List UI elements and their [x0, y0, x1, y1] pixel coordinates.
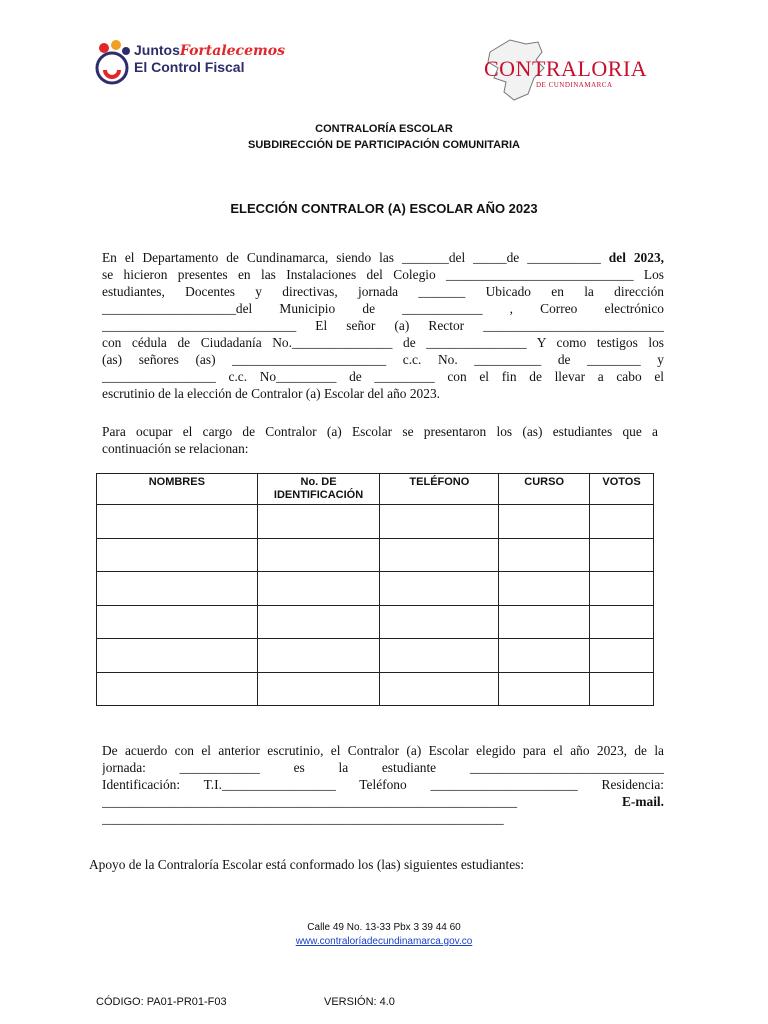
table-cell[interactable]: [97, 639, 258, 673]
table-row: [97, 572, 654, 606]
org-line-1: CONTRALORÍA ESCOLAR: [315, 123, 453, 135]
table-cell[interactable]: [257, 672, 380, 706]
paragraph-line: estudiantes, Docentes y directivas, jornada _______ Ubicado en la dirección: [102, 284, 664, 299]
paragraph-line: ____________________del Municipio de ____________ , Correo electrónico: [102, 301, 664, 316]
contraloria-cundinamarca-logo: [480, 38, 650, 102]
column-header-nombres: NOMBRES: [97, 474, 258, 505]
paragraph-line: (as) señores (as) _______________________ c.c. No. __________ de ________ y: [102, 352, 664, 367]
paragraph-line: Para ocupar el cargo de Contralor (a) Escolar se presentaron los (as) estudiantes que a: [102, 424, 658, 439]
table-cell[interactable]: [590, 605, 654, 639]
table-row: [97, 505, 654, 539]
table-cell[interactable]: [97, 505, 258, 539]
table-cell[interactable]: [499, 639, 590, 673]
logo-text-control-fiscal: El Control Fiscal: [134, 59, 245, 75]
footer-address: Calle 49 No. 13-33 Pbx 3 39 44 60: [307, 922, 461, 933]
table-cell[interactable]: [590, 639, 654, 673]
table-cell[interactable]: [257, 572, 380, 606]
opening-paragraph: [102, 249, 664, 402]
table-cell[interactable]: [499, 538, 590, 572]
table-cell[interactable]: [380, 672, 499, 706]
paragraph-line: se hicieron presentes en las Instalaciones del Colegio ____________________________ Los: [102, 267, 664, 282]
paragraph-line: _____________________________ El señor (a) Rector ___________________________: [102, 318, 664, 333]
logo-text-juntos: Juntos: [134, 42, 180, 58]
column-header-identificacion: No. DE IDENTIFICACIÓN: [257, 474, 380, 505]
table-cell[interactable]: [499, 572, 590, 606]
table-cell[interactable]: [97, 538, 258, 572]
paragraph-line: Identificación: T.I._________________ Teléfono ______________________ Residencia:: [102, 777, 664, 792]
paragraph-line: ______________________________________________________________ E-mail.: [102, 794, 664, 809]
juntos-fortalecemos-logo: [92, 38, 286, 92]
paragraph-line: _________________ c.c. No_________ de _________ con el fin de llevar a cabo el: [102, 369, 664, 384]
table-row: [97, 605, 654, 639]
paragraph-line: En el Departamento de Cundinamarca, siendo las _______del _____de ___________ del 2023,: [102, 250, 664, 265]
candidates-intro-paragraph: [102, 423, 658, 457]
table-row: [97, 672, 654, 706]
logo-subtitle: DE CUNDINAMARCA: [536, 81, 613, 89]
paragraph-line: con cédula de Ciudadanía No._______________ de _______________ Y como testigos los: [102, 335, 664, 350]
paragraph-line: escrutinio de la elección de Contralor (a) Escolar del año 2023.: [102, 386, 440, 401]
column-header-curso: CURSO: [499, 474, 590, 505]
table-cell[interactable]: [97, 605, 258, 639]
table-cell[interactable]: [257, 505, 380, 539]
table-cell[interactable]: [590, 672, 654, 706]
table-cell[interactable]: [499, 505, 590, 539]
table-cell[interactable]: [380, 505, 499, 539]
footer-website-link[interactable]: www.contraloríadecundinamarca.gov.co: [295, 936, 473, 947]
table-row: [97, 639, 654, 673]
table-cell[interactable]: [380, 639, 499, 673]
paragraph-line: continuación se relacionan:: [102, 441, 249, 456]
table-cell[interactable]: [257, 605, 380, 639]
table-cell[interactable]: [257, 639, 380, 673]
table-cell[interactable]: [590, 572, 654, 606]
result-paragraph: [102, 742, 664, 827]
table-cell[interactable]: [97, 572, 258, 606]
logo-text-fortalecemos: Fortalecemos: [179, 43, 286, 59]
document-code: CÓDIGO: PA01-PR01-F03: [96, 996, 227, 1008]
column-header-votos: VOTOS: [590, 474, 654, 505]
table-cell[interactable]: [499, 672, 590, 706]
paragraph-line: jornada: ____________ es la estudiante _____________________________: [102, 760, 664, 775]
table-cell[interactable]: [590, 538, 654, 572]
table-cell[interactable]: [590, 505, 654, 539]
table-cell[interactable]: [380, 605, 499, 639]
table-row: [97, 538, 654, 572]
table-cell[interactable]: [97, 672, 258, 706]
table-cell[interactable]: [257, 538, 380, 572]
document-title: ELECCIÓN CONTRALOR (A) ESCOLAR AÑO 2023: [230, 201, 538, 216]
logo-name: CONTRALORIA: [484, 56, 648, 81]
people-circle-icon: [92, 38, 132, 92]
candidates-table: [96, 473, 654, 706]
table-header-row: [97, 474, 654, 505]
table-cell[interactable]: [380, 538, 499, 572]
paragraph-line: ____________________________________________________________: [102, 811, 504, 826]
table-cell[interactable]: [380, 572, 499, 606]
paragraph-line: De acuerdo con el anterior escrutinio, el Contralor (a) Escolar elegido para el año 2023, de la: [102, 743, 664, 758]
support-statement: Apoyo de la Contraloría Escolar está conformado los (las) siguientes estudiantes:: [89, 857, 525, 872]
table-cell[interactable]: [499, 605, 590, 639]
document-version: VERSIÓN: 4.0: [324, 996, 395, 1008]
column-header-telefono: TELÉFONO: [380, 474, 499, 505]
org-line-2: SUBDIRECCIÓN DE PARTICIPACIÓN COMUNITARIA: [248, 139, 520, 151]
